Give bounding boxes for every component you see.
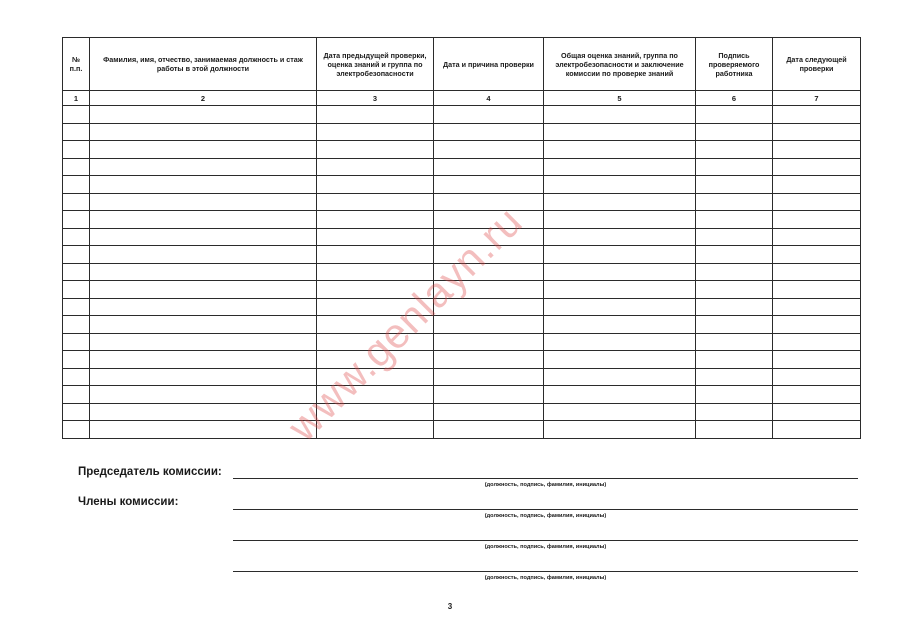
table-cell[interactable] (434, 228, 544, 246)
table-row (63, 141, 861, 159)
table-cell[interactable] (90, 211, 317, 229)
table-cell[interactable] (773, 228, 861, 246)
table-cell[interactable] (434, 141, 544, 159)
table-cell[interactable] (317, 403, 434, 421)
table-cell[interactable] (434, 403, 544, 421)
table-cell[interactable] (63, 333, 90, 351)
table-cell[interactable] (544, 176, 696, 194)
table-cell[interactable] (544, 333, 696, 351)
table-cell[interactable] (773, 106, 861, 124)
table-cell[interactable] (696, 298, 773, 316)
table-row (63, 298, 861, 316)
member-signature-hint: (должность, подпись, фамилия, инициалы) (484, 544, 607, 550)
watermark-text: www.genlayn.ru (278, 197, 532, 451)
table-cell[interactable] (317, 333, 434, 351)
table-cell[interactable] (544, 281, 696, 299)
table-row (63, 211, 861, 229)
table-cell[interactable] (696, 123, 773, 141)
member-signature-hint: (должность, подпись, фамилия, инициалы) (484, 575, 607, 581)
table-cell[interactable] (434, 298, 544, 316)
table-cell[interactable] (434, 123, 544, 141)
table-cell[interactable] (544, 158, 696, 176)
table-cell[interactable] (90, 298, 317, 316)
chairman-signature-line[interactable] (233, 478, 858, 479)
table-cell[interactable] (317, 106, 434, 124)
table-cell[interactable] (773, 123, 861, 141)
table-cell[interactable] (63, 176, 90, 194)
header-number: № п.п. (63, 38, 90, 91)
table-cell[interactable] (90, 193, 317, 211)
table-cell[interactable] (773, 316, 861, 334)
table-cell[interactable] (544, 421, 696, 439)
table-cell[interactable] (434, 386, 544, 404)
table-cell[interactable] (63, 386, 90, 404)
table-cell[interactable] (63, 141, 90, 159)
column-number: 5 (544, 91, 696, 106)
member-signature-line[interactable] (233, 509, 858, 510)
table-cell[interactable] (434, 211, 544, 229)
table-cell[interactable] (63, 316, 90, 334)
member-signature-hint: (должность, подпись, фамилия, инициалы) (484, 513, 607, 519)
table-cell[interactable] (90, 368, 317, 386)
table-row (63, 316, 861, 334)
table-cell[interactable] (773, 176, 861, 194)
table-cell[interactable] (544, 386, 696, 404)
table-row (63, 176, 861, 194)
table-cell[interactable] (434, 421, 544, 439)
column-number: 2 (90, 91, 317, 106)
page-number: 3 (447, 602, 453, 611)
column-number: 7 (773, 91, 861, 106)
column-number: 1 (63, 91, 90, 106)
table-row (63, 193, 861, 211)
table-cell[interactable] (696, 176, 773, 194)
header-employee: Фамилия, имя, отчество, занимаемая должность и стаж работы в этой должности (90, 38, 317, 91)
table-cell[interactable] (773, 211, 861, 229)
table-cell[interactable] (63, 421, 90, 439)
table-cell[interactable] (90, 141, 317, 159)
table-cell[interactable] (317, 123, 434, 141)
member-signature-line[interactable] (233, 540, 858, 541)
table-cell[interactable] (63, 228, 90, 246)
table-cell[interactable] (773, 298, 861, 316)
chairman-signature-hint: (должность, подпись, фамилия, инициалы) (484, 482, 607, 488)
table-row (63, 368, 861, 386)
table-cell[interactable] (90, 403, 317, 421)
table-cell[interactable] (90, 228, 317, 246)
table-cell[interactable] (90, 421, 317, 439)
table-cell[interactable] (544, 298, 696, 316)
table-row (63, 263, 861, 281)
table-cell[interactable] (63, 368, 90, 386)
table-cell[interactable] (434, 246, 544, 264)
table-cell[interactable] (544, 403, 696, 421)
table-cell[interactable] (317, 193, 434, 211)
table-cell[interactable] (434, 158, 544, 176)
table-cell[interactable] (317, 316, 434, 334)
table-cell[interactable] (696, 333, 773, 351)
table-cell[interactable] (544, 141, 696, 159)
table-cell[interactable] (317, 368, 434, 386)
chairman-label: Председатель комиссии: (78, 466, 222, 478)
table-cell[interactable] (63, 193, 90, 211)
table-cell[interactable] (773, 351, 861, 369)
table-cell[interactable] (773, 281, 861, 299)
table-cell[interactable] (317, 158, 434, 176)
table-cell[interactable] (696, 386, 773, 404)
table-row (63, 246, 861, 264)
table-cell[interactable] (90, 246, 317, 264)
table-cell[interactable] (90, 386, 317, 404)
table-cell[interactable] (544, 316, 696, 334)
table-cell[interactable] (90, 333, 317, 351)
table-cell[interactable] (317, 298, 434, 316)
table-cell[interactable] (317, 421, 434, 439)
table-cell[interactable] (63, 298, 90, 316)
table-row (63, 106, 861, 124)
table-cell[interactable] (63, 123, 90, 141)
table-cell[interactable] (773, 333, 861, 351)
table-cell[interactable] (63, 403, 90, 421)
header-previous-check: Дата предыдущей проверки, оценка знаний и группа по электробезопасности (317, 38, 434, 91)
table-row (63, 123, 861, 141)
table-cell[interactable] (63, 106, 90, 124)
table-cell[interactable] (317, 211, 434, 229)
table-cell[interactable] (544, 246, 696, 264)
table-cell[interactable] (434, 368, 544, 386)
table-row (63, 333, 861, 351)
table-cell[interactable] (434, 281, 544, 299)
table-cell[interactable] (544, 211, 696, 229)
table-cell[interactable] (544, 263, 696, 281)
table-cell[interactable] (696, 193, 773, 211)
table-cell[interactable] (696, 228, 773, 246)
table-cell[interactable] (696, 263, 773, 281)
table-cell[interactable] (696, 421, 773, 439)
header-signature: Подпись проверяемого работника (696, 38, 773, 91)
column-number: 4 (434, 91, 544, 106)
table-cell[interactable] (696, 316, 773, 334)
table-cell[interactable] (90, 281, 317, 299)
table-row (63, 281, 861, 299)
table-cell[interactable] (773, 246, 861, 264)
column-number: 6 (696, 91, 773, 106)
column-number-row (63, 91, 861, 106)
table-cell[interactable] (544, 193, 696, 211)
table-cell[interactable] (90, 106, 317, 124)
table-cell[interactable] (434, 351, 544, 369)
table-cell[interactable] (317, 246, 434, 264)
table-cell[interactable] (317, 141, 434, 159)
table-cell[interactable] (90, 176, 317, 194)
table-cell[interactable] (696, 246, 773, 264)
table-cell[interactable] (434, 106, 544, 124)
table-cell[interactable] (90, 263, 317, 281)
table-cell[interactable] (696, 106, 773, 124)
inspection-journal-table (62, 37, 861, 439)
table-cell[interactable] (544, 106, 696, 124)
table-row (63, 386, 861, 404)
table-cell[interactable] (317, 176, 434, 194)
table-row (63, 351, 861, 369)
table-cell[interactable] (90, 123, 317, 141)
table-cell[interactable] (544, 123, 696, 141)
table-cell[interactable] (544, 351, 696, 369)
column-number: 3 (317, 91, 434, 106)
table-row (63, 421, 861, 439)
table-cell[interactable] (434, 316, 544, 334)
member-signature-line[interactable] (233, 571, 858, 572)
table-cell[interactable] (63, 246, 90, 264)
table-cell[interactable] (696, 403, 773, 421)
table-cell[interactable] (544, 228, 696, 246)
table-cell[interactable] (317, 263, 434, 281)
table-cell[interactable] (696, 351, 773, 369)
table-cell[interactable] (696, 141, 773, 159)
table-cell[interactable] (317, 281, 434, 299)
header-check-date-reason: Дата и причина проверки (434, 38, 544, 91)
table-cell[interactable] (317, 386, 434, 404)
table-cell[interactable] (90, 158, 317, 176)
table-cell[interactable] (773, 158, 861, 176)
table-cell[interactable] (434, 333, 544, 351)
table-cell[interactable] (90, 316, 317, 334)
table-cell[interactable] (317, 228, 434, 246)
table-cell[interactable] (773, 263, 861, 281)
table-cell[interactable] (773, 386, 861, 404)
table-cell[interactable] (63, 263, 90, 281)
table-cell[interactable] (63, 211, 90, 229)
table-cell[interactable] (696, 158, 773, 176)
table-cell[interactable] (544, 368, 696, 386)
table-cell[interactable] (696, 211, 773, 229)
header-overall-assessment: Общая оценка знаний, группа по электробезопасности и заключение комиссии по проверке знаний (544, 38, 696, 91)
table-cell[interactable] (696, 281, 773, 299)
table-row (63, 228, 861, 246)
table-header-row (63, 38, 861, 91)
table-cell[interactable] (63, 351, 90, 369)
table-cell[interactable] (773, 141, 861, 159)
table-cell[interactable] (317, 351, 434, 369)
header-next-check: Дата следующей проверки (773, 38, 861, 91)
table-cell[interactable] (63, 158, 90, 176)
table-cell[interactable] (773, 403, 861, 421)
table-cell[interactable] (434, 176, 544, 194)
table-cell[interactable] (90, 351, 317, 369)
table-cell[interactable] (434, 193, 544, 211)
table-row (63, 158, 861, 176)
table-cell[interactable] (434, 263, 544, 281)
table-cell[interactable] (63, 281, 90, 299)
table-cell[interactable] (773, 193, 861, 211)
members-label: Члены комиссии: (78, 496, 179, 508)
table-row (63, 403, 861, 421)
table-cell[interactable] (696, 368, 773, 386)
table-cell[interactable] (773, 368, 861, 386)
table-cell[interactable] (773, 421, 861, 439)
